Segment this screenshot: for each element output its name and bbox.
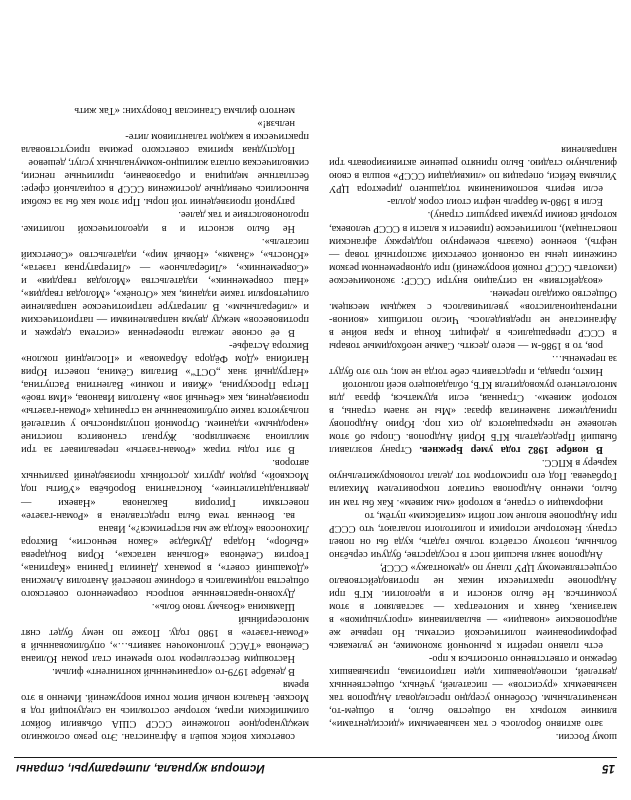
paragraph-text: Страну возглавил бывший Председатель КГБ Юрий Андропов. Споры об этом человеке не прекращаются до сих пор. Юрию Андропову принадлежит знаменитая фраза: «Мы не знаем страны, в которой живем». Странная, если вдуматься, фраза для многолетнего руководителя КГБ, обладающего всей полнотой <box>329 379 617 456</box>
paragraph: если верить воспоминаниям тогдашнего директора ЦРУ Уильяма Кейси, операция по «ликвидации СССР» вошла в свою финальную стадию. Было принято решение активизировать три направления <box>329 144 617 195</box>
paragraph <box>329 378 617 456</box>
paragraph: ментого фильма Станислав Говорухин: «Так жить <box>74 105 295 117</box>
left-text-column <box>329 10 617 743</box>
paragraph: есть плавно перейти к рыночной экономике, не увлекаясь реформированием политической системы. Но первые же андроповские «новации» — вылавливания «прогульщиков» в магазинах, банях и кинотеатрах — заставляют в этом усомниться. Не было ясности и в идеологии. КГБ при Андропове практически никак не противодействовало осуществляемому ЦРУ плану по «демонтажу» СССР, <box>329 561 617 652</box>
paragraph: ратурной произведении той поры. При этом как бы за скобки выносились очевидные достижения СССР в социальной сфере: бесплатные медицина и образование, приличные пенсии, символическая оплата жилищно-коммунальных услуг, дешевое <box>21 157 309 208</box>
paragraph: В эти годы тираж «Роман-газеты» переваливает за три миллиона экземпляров. Журнал становится поистине «народным» изданием. Огромной популярностью у читателей пользуются такие опубликованные на страницах «Роман-газеты» произведения, как «Вечный зов» Анатолия Иванова, «Имя твоё» Петра Проскурина, «Живи и помни» Валентина Распутина, «Нагрудный знак „ОСТ“» Виталия Сёмина, повести Юрия Нагибина «Дом Фёдора Абрамова» и «Последний поклон» Виктора Астафье- <box>21 339 309 456</box>
paragraph: Подспудная критика советского режима присутствовала практически в каждом талантливом лите- <box>21 131 309 156</box>
right-text-column <box>21 10 309 743</box>
paragraph: ва. Военная тема была представлена в «Роман-газете» повестями Григория Бакланова «Навеки — девятнадцатилетние», Константина Воробьёва «Убиты под Москвой», рядом других достойных произведений различных авторов. <box>21 457 309 521</box>
paragraph: Не было ясности и в идеологической политике. пролоноволствие и так далее. <box>21 209 309 234</box>
paragraph: зато активно боролось с так называемыми «диссидентами», влияние которых на общество было, в общем-то, незначительным. Особенно усердно преследовал Андропов так называемых «русистов» — писателей, учёных, общественных деятелей, исповедовавших идеи патриотизма, призывавших бережно и ответственно относиться к про- <box>329 653 617 730</box>
paragraph: Шамякина «Возьму твою боль». <box>151 600 295 612</box>
paragraph: «воздействия» на ситуацию внутри СССР: экономическое (измотать СССР гонкой вооружений) при одновременном резком снижении цены на основной советский экспортный товар — нефть), военное (оказать всемерную поддержку афганским повстанцам), политическое (привести к власти в СССР человека, который своими руками разрушит страну). <box>329 209 617 286</box>
paragraph: Если в 1980-м баррель нефти стоил сорок долла- <box>387 196 603 208</box>
paragraph: информации о стране, в которой «мы живем». Как бы там ни было, именно Андропова считают покровителем Михаила Горбачева. Под его присмотром тот делал головокружительную карьеру в КПСС. <box>329 457 617 508</box>
paragraph: советских войск вошёл в Афганистан. Это резко осложнило международное положение СССР США объявили бойкот олимпийским играм, которые состоялись на следующий год в Москве. Начался новый виток гонки вооружений. Именно в это время <box>21 679 309 743</box>
running-head <box>14 757 617 774</box>
paragraph: нельзя!» <box>257 118 295 130</box>
body-columns <box>14 10 617 743</box>
paragraph: Никто, правда, и представить себе тогда не мог, что это будут за перемены… <box>329 353 617 378</box>
paragraph: Андропов занял высший пост в государстве, будучи серьёзно больным, поэтому остаётся только гадать, куда бы он повел страну. Некоторые историки и политологи полагают, что СССР при Андропове вполне мог пойти «китайским» путём, то <box>329 509 617 560</box>
page-number: 15 <box>602 762 615 774</box>
running-head-title: История журнала, литературы, страны <box>16 762 265 774</box>
paragraph: В её основе лежала проверенная «система сдержек и противовесов» между двумя направлениями — патриотическим и «либеральным». В литературе патриотическое направление олицетворяли такие издания, как «Огонёк», «Молодая гвардия», «Наш современник», издательства «Молодая гвардия» и «Современник», «Либеральное» — «Литературная газета», «Юность», «Знамя», «Новый мир», издательство «Советский писатель». <box>21 235 309 338</box>
paragraph-lead-in: В ноябре 1982 года умер Брежнев. <box>419 444 603 456</box>
paragraph: шому России. <box>555 731 617 743</box>
paragraph: Настоящим бестселлером того времени стал роман Юлиана Семёнова «ТАСС уполномочен заявить…», опубликованный в «Роман-газете» в 1980 году. Позже по нему будет снят многосерийный <box>21 613 309 665</box>
paragraph: Духовно-нравственные вопросы современного советского общества поднимались в сборнике повестей Анатолия Алексина «Домашний совет», в романах Даниила Гранина «Картина», Георгия Семёнова «Вольная натаска», Юрия Бондарева «Выбор», Нодара Думбадзе «Закон вечности», Виктора Лихоносова «Когда же мы встретимся?», Ивана <box>21 522 309 599</box>
paragraph: В декабре 1979-го «ограниченный контингент» фильм. <box>52 666 295 678</box>
paragraph: ров, то в 1986-м — всего десять. Самые необходимые товары в СССР превращались в дефицит. Концa и края войне в Афганистане не предвиделось. Число погибших «воинов-интернационалистов» увеличивалось с каждым месяцем. Общество ожидало перемен. <box>329 287 617 351</box>
